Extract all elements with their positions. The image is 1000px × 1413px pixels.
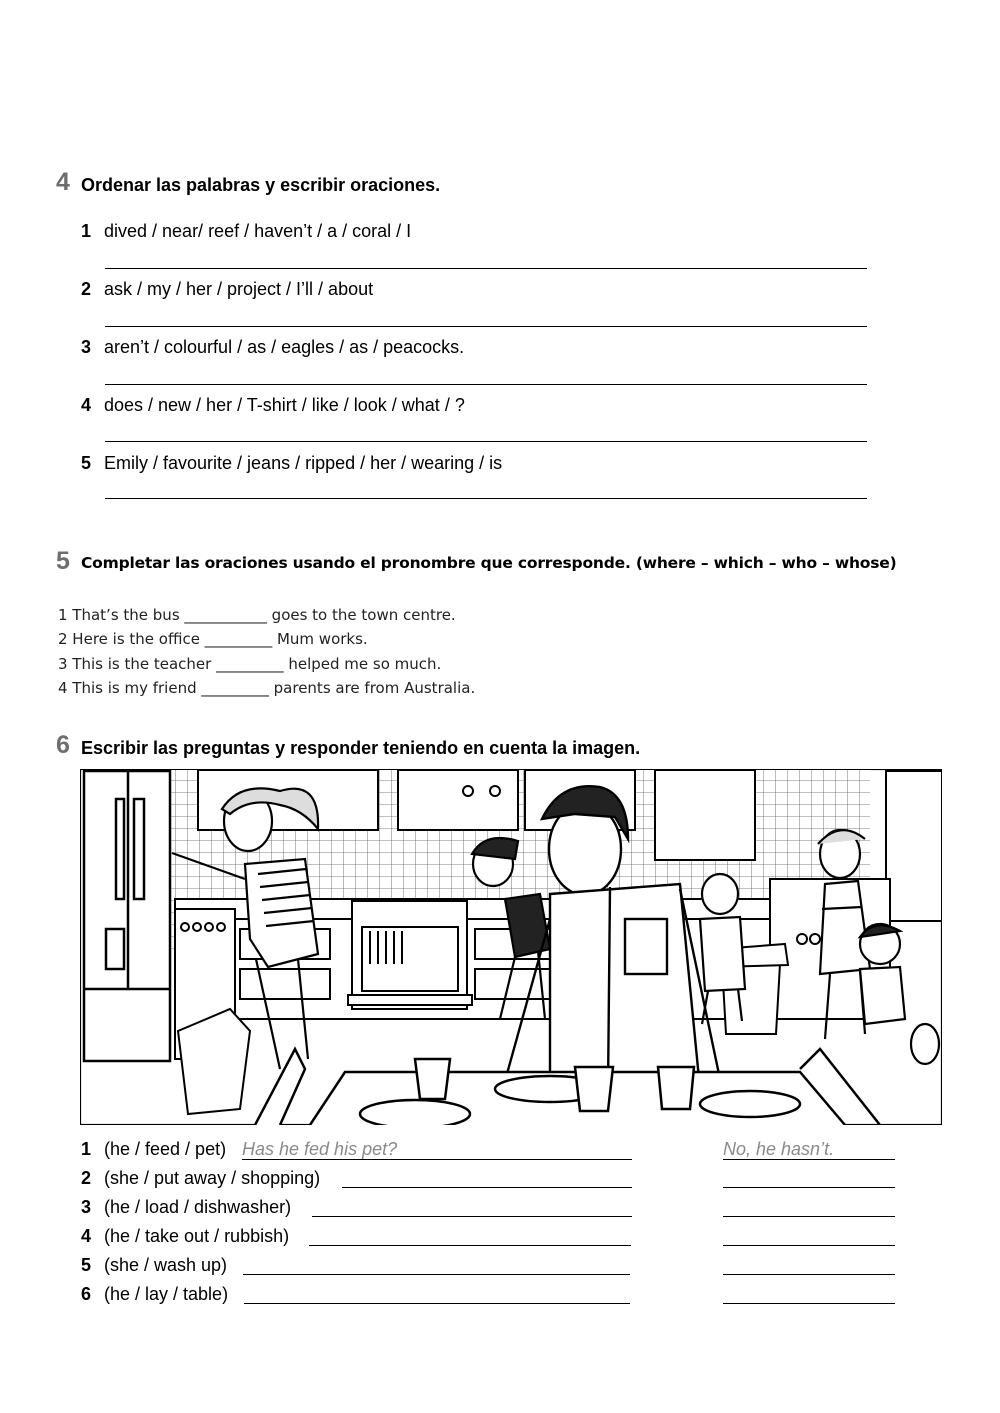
s6-answer-field[interactable]: No, he hasn’t. <box>723 1139 895 1160</box>
s6-item-number: 4 <box>81 1226 92 1246</box>
s5-sentence: 4 This is my friend _________ parents are from Australia. <box>58 679 476 697</box>
dishwasher <box>348 901 472 1009</box>
section-4-title: Ordenar las palabras y escribir oraciones. <box>81 175 441 195</box>
s4-item-number: 1 <box>81 221 92 241</box>
section-4-number: 4 <box>56 168 70 196</box>
s4-item-text: Emily / favourite / jeans / ripped / her / wearing / is <box>104 453 503 473</box>
s4-answer-line[interactable] <box>105 384 867 385</box>
s6-question-field[interactable]: Has he fed his pet? <box>242 1139 632 1160</box>
s6-item-prompt: (he / take out / rubbish) <box>104 1226 290 1246</box>
section-6-title: Escribir las preguntas y responder teniendo en cuenta la imagen. <box>81 738 641 758</box>
s6-item-number: 1 <box>81 1139 92 1159</box>
s6-question-field[interactable] <box>243 1255 630 1275</box>
s5-sentence: 2 Here is the office _________ Mum works. <box>58 630 368 648</box>
s4-item-number: 5 <box>81 453 92 473</box>
s6-item-number: 2 <box>81 1168 92 1188</box>
s6-answer-field[interactable] <box>723 1255 895 1275</box>
s6-question-field[interactable] <box>309 1226 631 1246</box>
s4-item-number: 2 <box>81 279 92 299</box>
fridge <box>84 771 170 1061</box>
s4-answer-line[interactable] <box>105 326 867 327</box>
s4-item-number: 3 <box>81 337 92 357</box>
s6-answer-field[interactable] <box>723 1226 895 1246</box>
section-5-number: 5 <box>56 547 70 575</box>
s6-answer-field[interactable] <box>723 1168 895 1188</box>
kitchen-illustration <box>80 769 942 1125</box>
s5-sentence: 1 That’s the bus ___________ goes to the town centre. <box>58 606 456 624</box>
s6-answer-field[interactable] <box>723 1197 895 1217</box>
s6-question-field[interactable] <box>244 1284 630 1304</box>
s6-item-prompt: (he / lay / table) <box>104 1284 229 1304</box>
s4-item-text: aren’t / colourful / as / eagles / as / peacocks. <box>104 337 465 357</box>
s6-item-number: 5 <box>81 1255 92 1275</box>
s4-answer-line[interactable] <box>105 268 867 269</box>
section-6-number: 6 <box>56 731 70 759</box>
s6-item-number: 6 <box>81 1284 92 1304</box>
s6-answer-field[interactable] <box>723 1284 895 1304</box>
s4-item-text: does / new / her / T-shirt / like / look / what / ? <box>104 395 465 415</box>
s5-sentence: 3 This is the teacher _________ helped me so much. <box>58 655 442 673</box>
s4-item-number: 4 <box>81 395 92 415</box>
window <box>886 771 942 921</box>
section-5-title: Completar las oraciones usando el pronombre que corresponde. (where – which – who – whose) <box>81 554 897 572</box>
s4-item-text: dived / near/ reef / haven’t / a / coral / I <box>104 221 412 241</box>
s6-item-prompt: (he / feed / pet) <box>104 1139 227 1159</box>
s4-answer-line[interactable] <box>105 498 867 499</box>
s6-item-prompt: (she / put away / shopping) <box>104 1168 321 1188</box>
s4-answer-line[interactable] <box>105 441 867 442</box>
s6-item-number: 3 <box>81 1197 92 1217</box>
s6-item-prompt: (she / wash up) <box>104 1255 228 1275</box>
s6-question-field[interactable] <box>342 1168 632 1188</box>
s6-question-field[interactable] <box>312 1197 632 1217</box>
s6-item-prompt: (he / load / dishwasher) <box>104 1197 292 1217</box>
s4-item-text: ask / my / her / project / I’ll / about <box>104 279 374 299</box>
